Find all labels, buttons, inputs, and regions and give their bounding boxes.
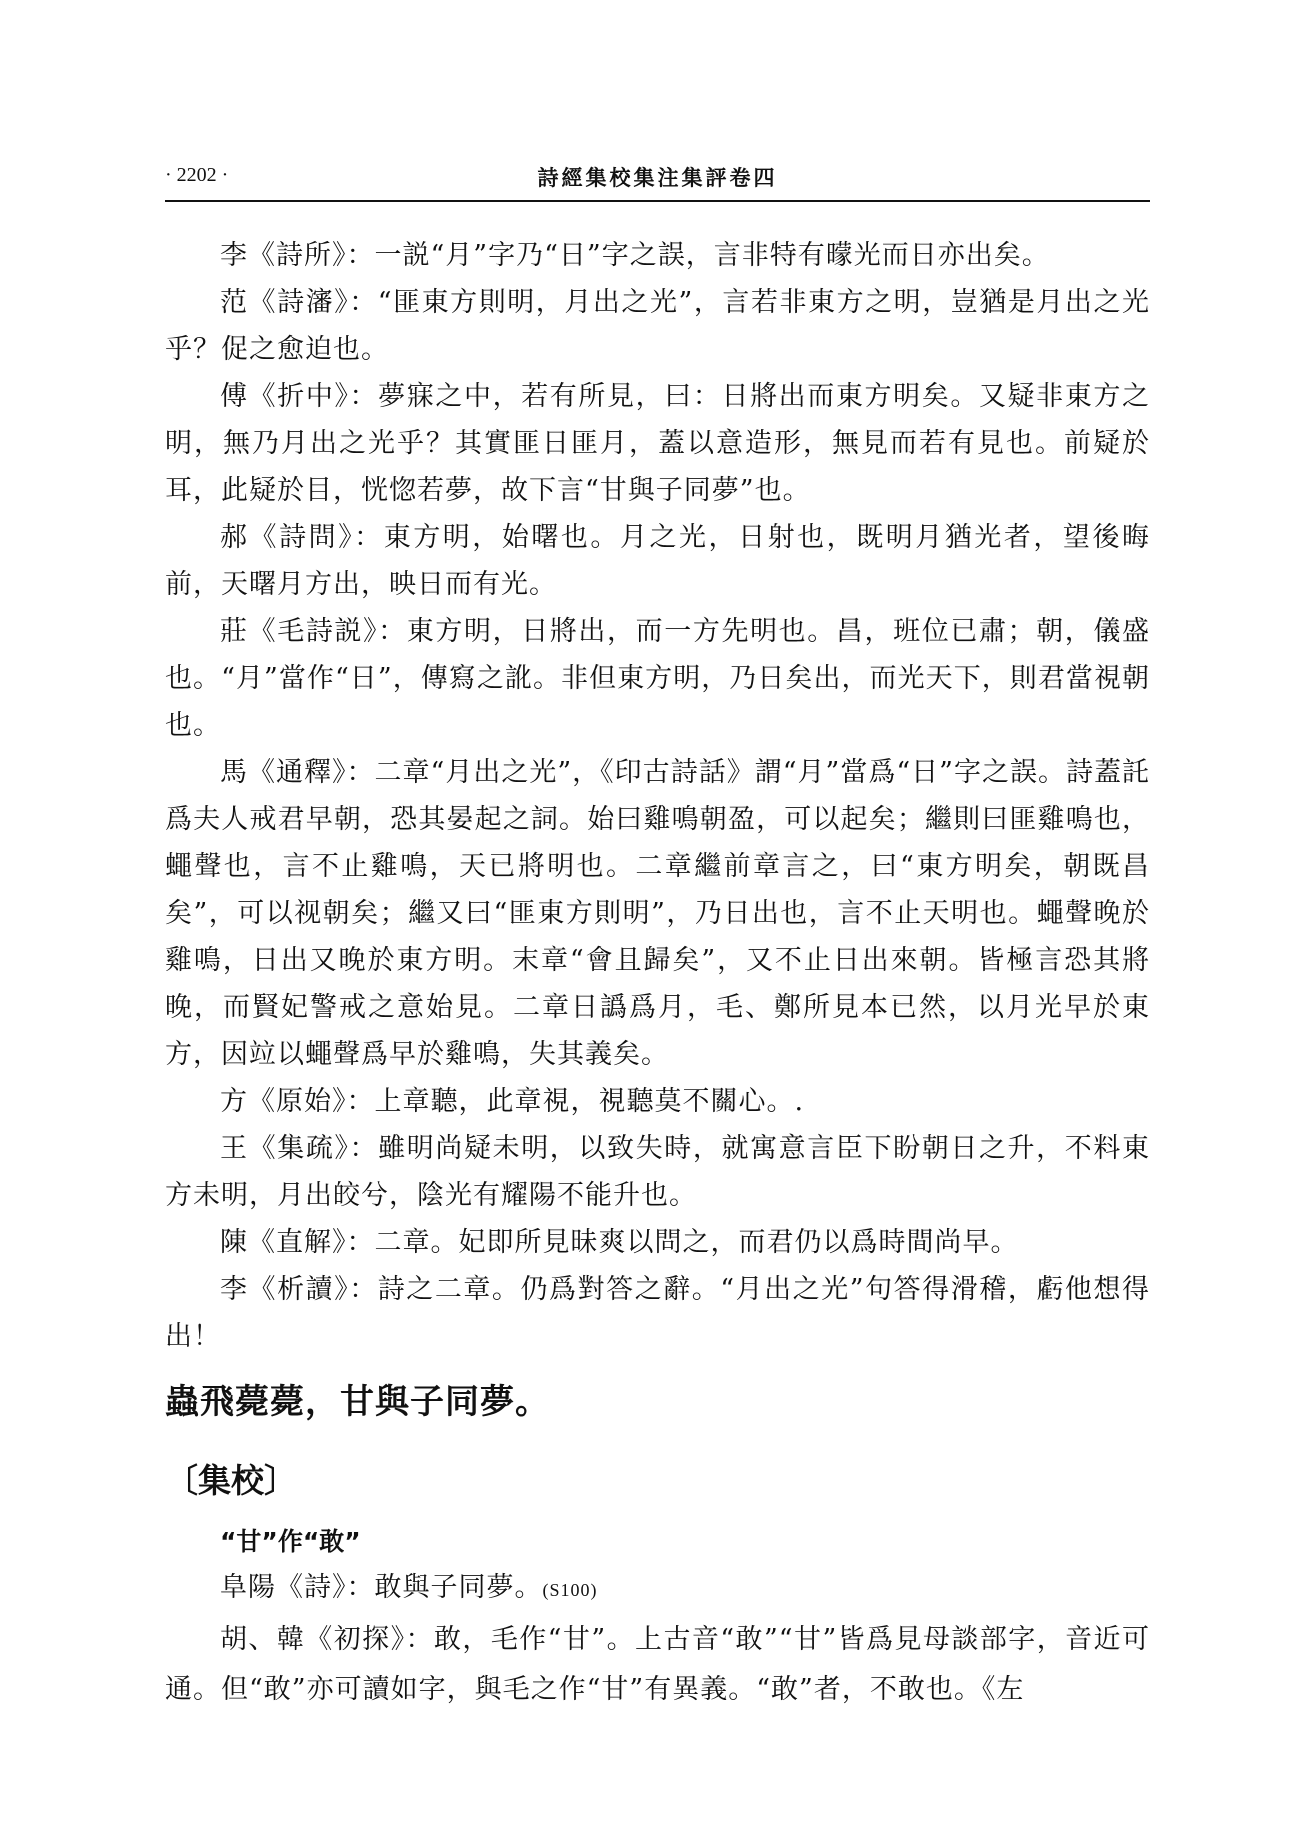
collation-entry-text: 阜陽《詩》：敢與子同夢。 [220,1572,543,1603]
commentary-paragraph: 陳《直解》：二章。妃即所見昧爽以問之，而君仍以爲時間尚早。 [220,1227,1019,1258]
commentary-paragraph: 李《析讀》：詩之二章。仍爲對答之辭。“月出之光”句答得滑稽，虧他想得出！ [165,1274,1150,1352]
commentary-paragraph: 郝《詩問》：東方明，始曙也。月之光，日射也，既明月猶光者，望後晦前，天曙月方出，映日而有光。 [165,522,1150,600]
page-number: · 2202 · [165,164,229,186]
commentary-paragraph: 王《集疏》：雖明尚疑未明，以致失時，就寓意言臣下盼朝日之升，不料東方未明，月出皎兮，陰光有耀陽不能升也。 [165,1133,1150,1211]
running-title: 詩經集校集注集評卷四 [537,165,778,190]
page-header [165,160,1150,202]
collation-entry: 胡、韓《初探》：敢，毛作“甘”。上古音“敢”“甘”皆爲見母談部字，音近可通。但“敢”亦可讀如字，與毛之作“甘”有異義。“敢”者，不敢也。《左 [165,1624,1150,1705]
commentary-paragraph: 李《詩所》：一説“月”字乃“日”字之誤，言非特有曚光而日亦出矣。 [220,240,1050,271]
collation-heading: “甘”作“敢” [220,1527,361,1556]
collation-source-note: (S100) [542,1580,598,1600]
section-title: 〔集校〕 [165,1461,297,1500]
commentary-paragraph: 莊《毛詩説》：東方明，日將出，而一方先明也。昌，班位已肅；朝，儀盛也。“月”當作“日”，傳寫之訛。非但東方明，乃日矣出，而光天下，則君當視朝也。 [165,616,1150,741]
collation-block [165,1563,1150,1715]
commentary-block [165,232,1150,1360]
commentary-paragraph: 方《原始》：上章聽，此章視，視聽莫不關心。. [220,1086,805,1117]
commentary-paragraph: 范《詩瀋》：“匪東方則明，月出之光”，言若非東方之明，豈猶是月出之光乎？促之愈迫也。 [165,287,1150,365]
commentary-paragraph: 傅《折中》：夢寐之中，若有所見，曰：日將出而東方明矣。又疑非東方之明，無乃月出之光乎？其實匪日匪月，蓋以意造形，無見而若有見也。前疑於耳，此疑於目，恍惚若夢，故下言“甘與子同夢”也。 [165,381,1150,506]
commentary-paragraph: 馬《通釋》：二章“月出之光”，《印古詩話》謂“月”當爲“日”字之誤。詩蓋託爲夫人戒君早朝，恐其晏起之詞。始曰雞鳴朝盈，可以起矣；繼則曰匪雞鳴也，蠅聲也，言不止雞鳴，天已將明也。二章繼前章言之，曰“東方明矣，朝既昌矣”，可以视朝矣；繼又曰“匪東方則明”，乃日出也，言不止天明也。蠅聲晚於雞鳴，日出又晚於東方明。末章“會且歸矣”，又不止日出來朝。皆極言恐其將晚，而賢妃警戒之意始見。二章日譌爲月，毛、鄭所見本已然，以月光早於東方，因竝以蠅聲爲早於雞鳴，失其義矣。 [165,757,1150,1070]
collation-entry [165,1563,1150,1615]
verse-line: 蟲飛薨薨，甘與子同夢。 [165,1382,550,1422]
